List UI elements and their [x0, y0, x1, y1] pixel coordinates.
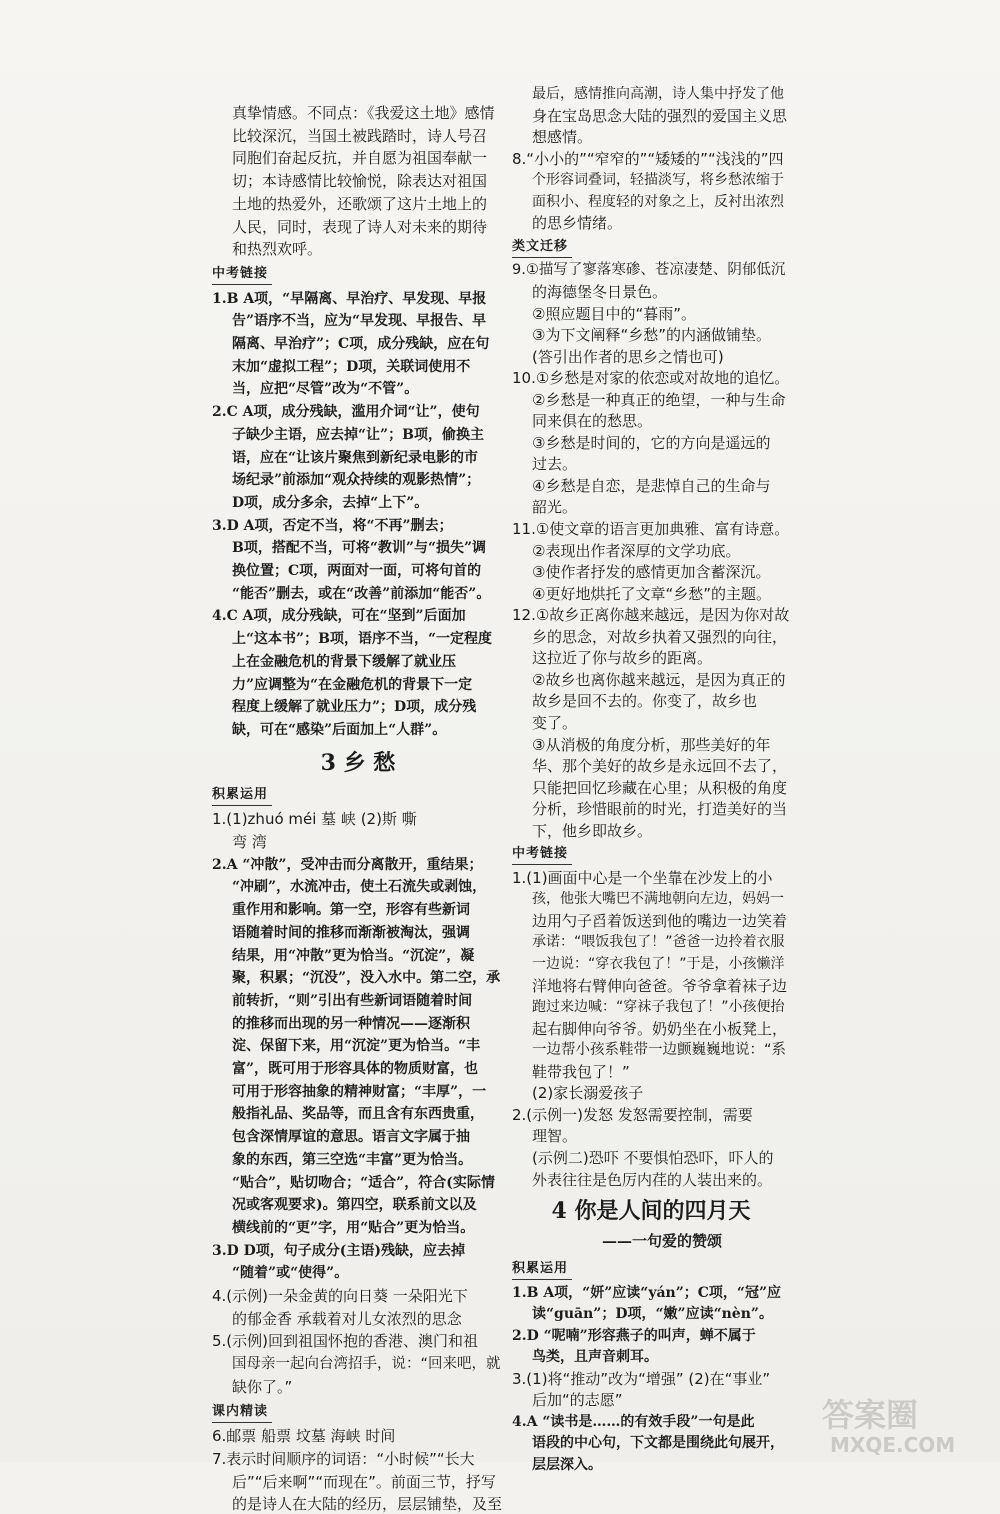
answer-line: 的是诗人在大陆的经历，层层铺垫，及至	[232, 1495, 503, 1514]
answer-line: 面积小、程度轻的对象之上，反衬出浓烈	[532, 193, 784, 210]
answer-line: 的思乡情绪。	[532, 214, 623, 233]
answer-line: 4.C A项，成分残缺，可在“坚到”后面加	[212, 608, 466, 625]
answer-line: 和热烈欢呼。	[232, 240, 323, 259]
answer-line: 结果，用“冲散”更为恰当。“沉淀”，凝	[232, 947, 475, 964]
answer-line: 重作用和影响。第一空，形容有些新词	[232, 902, 470, 919]
answer-line: 语随着时间的推移而渐渐被淘汰，强调	[232, 924, 470, 941]
answer-line: 的海德堡冬日景色。	[532, 282, 668, 301]
answer-line: 起右脚伸向爷爷。奶奶坐在小板凳上，	[532, 1019, 788, 1038]
answer-line: 横线前的“更”字，用“贴合”更为恰当。	[232, 1219, 475, 1236]
answer-line: 缺你了。”	[232, 1377, 293, 1396]
answer-line: 聚，积累；“沉没”，没入水中。第二空，承	[232, 970, 501, 987]
answer-line: 4.(示例)一朵金黄的向日葵 一朵阳光下	[212, 1287, 468, 1305]
answer-line: 1.B A项，“早隔离、早治疗、早发现、早报	[212, 290, 487, 307]
answer-line: ③从消极的角度分析，那些美好的年	[532, 735, 771, 754]
answer-line: 语段的中心句，下文都是围绕此句展开，	[532, 1435, 784, 1452]
answer-line: 换位置；C项，两面对一面，可将句首的	[232, 563, 482, 579]
answer-line: 鞋带我包了！”	[532, 1062, 630, 1081]
answer-line: 后加“的志愿”	[532, 1391, 623, 1410]
answer-line: 切；本诗感情比较愉悦，除表达对祖国	[232, 172, 488, 191]
answer-line: 最后，感情推向高潮，诗人集中抒发了他	[532, 86, 784, 102]
answer-line: 3.D A项，否定不当，将“不再”删去；	[212, 517, 453, 534]
answer-line: 理智。	[532, 1127, 578, 1146]
answer-line: ②乡愁是一种真正的绝望，一种与生命	[532, 390, 786, 409]
answer-line: 的郁金香 承载着对儿女浓烈的思念	[232, 1309, 462, 1328]
answer-line: 韶光。	[532, 498, 578, 517]
answer-line: ③为下文阐释“乡愁”的内涵做铺垫。	[532, 326, 771, 345]
answer-line: 孩，他张大嘴巴不满地朝向左边，妈妈一	[532, 891, 784, 908]
answer-line: 只能把回忆珍藏在心里；从积极的角度	[532, 778, 788, 797]
answer-line: ②故乡也离你越来越远，是因为真正的	[532, 670, 786, 689]
answer-line: 个形容词叠词，轻描淡写，将乡愁浓缩于	[532, 172, 784, 189]
lesson-title: 3 乡 愁	[320, 749, 396, 776]
answer-line: D项，成分多余，去掉“上下”。	[232, 494, 429, 511]
answer-line: ③使作者抒发的感情更加含蓄深沉。	[532, 563, 771, 582]
answer-line: 比较深沉，当国土被践踏时，诗人号召	[232, 126, 488, 145]
answer-line: 1.(1)zhuó méi 墓 峡 (2)斯 嘶	[212, 810, 417, 829]
answer-line: (示例二)恐吓 不要惧怕恐吓，吓人的	[532, 1148, 774, 1167]
answer-line: 3.(1)将“推动”改为“增强” (2)在“事业”	[512, 1369, 771, 1388]
answer-line: (2)家长溺爱孩子	[532, 1084, 644, 1103]
answer-line: 程度上缓解了就业压力”；D项，成分残	[232, 699, 477, 716]
answer-line: B项，搭配不当，可将“教训”与“损失”调	[232, 540, 487, 557]
answer-line: 身在宝岛思念大陆的强烈的爱国主义思	[532, 106, 788, 125]
answer-line: 变了。	[532, 713, 578, 732]
answer-line: 一边帮小孩系鞋带一边颤巍巍地说：“系	[532, 1042, 787, 1059]
answer-line: 洋地将右臂伸向爸爸。爷爷拿着袜子边	[532, 976, 788, 995]
answer-line: 3.D D项，句子成分(主语)残缺，应去掉	[212, 1242, 466, 1259]
answer-line: 缺，可在“感染”后面加上“人群”。	[232, 721, 447, 738]
answer-line: 淀、保留下来，用“沉淀”更为恰当。“丰	[232, 1038, 481, 1055]
answer-line: ②表现出作者深厚的文学功底。	[532, 541, 741, 560]
answer-line: 富”，既可用于形容具体的物质财富，也	[232, 1061, 479, 1077]
answer-line: 7.表示时间顺序的词语：“小时候”“长大	[212, 1449, 475, 1468]
answer-line: “能否”删去，或在“改善”前添加“能否”。	[232, 585, 491, 602]
answer-line: “冲刷”，水流冲击，使土石流失或剥蚀，	[232, 879, 487, 896]
answer-line: 国母亲一起向台湾招手，说：“回来吧，就	[232, 1356, 501, 1373]
answer-line: (答引出作者的思乡之情也可)	[532, 347, 724, 366]
answer-line: 前转折，“则”引出有些新词语随着时间	[232, 992, 473, 1009]
answer-line: 力”应调整为“在金融危机的背景下一定	[232, 676, 473, 693]
answer-line: 一边说：“穿衣我包了！”于是，小孩懒洋	[532, 956, 785, 972]
answer-line: 1.B A项，“妍”应读“yán”；C项，“冠”应	[512, 1284, 782, 1301]
answer-line: 读“guān”；D项，“嫩”应读“nèn”。	[532, 1306, 773, 1323]
answer-line: 真挚情感。不同点：《我爱这土地》感情	[232, 104, 495, 122]
answer-line: ④更好地烘托了文章“乡愁”的主题。	[532, 584, 771, 603]
section-label: 中考链接	[212, 264, 272, 285]
answer-line: 同胞们奋起反抗，并自愿为祖国奉献一	[232, 149, 488, 168]
answer-line: 末加“虚拟工程”；D项，关联词使用不	[232, 358, 471, 375]
answer-line: 子缺少主语，应去掉“让”；B项，偷换主	[232, 426, 484, 443]
answer-line: 分析，珍惜眼前的时光，打造美好的当	[532, 800, 788, 819]
answer-line: 下，他乡即故乡。	[532, 821, 653, 840]
lesson-subtitle: ——一句爱的赞颂	[602, 1232, 723, 1251]
answer-line: 过去。	[532, 455, 578, 474]
answer-line: 后”“后来啊”“而现在”。前面三节，抒写	[232, 1472, 496, 1491]
answer-line: 层层深入。	[532, 1457, 602, 1473]
answer-line: ②照应题目中的“暮雨”。	[532, 304, 696, 323]
section-label: 类文迁移	[512, 237, 572, 258]
answer-line: 10.①乡愁是对家的依恋或对故地的追忆。	[512, 369, 790, 388]
answer-line: 人民，同时，表现了诗人对未来的期待	[232, 217, 488, 236]
answer-line: 鸟类，且声音刺耳。	[532, 1349, 658, 1366]
answer-line: 外表往往是色厉内荏的人装出来的。	[532, 1170, 773, 1189]
answer-line: 6.邮票 船票 坟墓 海峡 时间	[212, 1427, 396, 1446]
answer-line: 9.①描写了寥落寒碜、苍凉凄楚、阴郁低沉	[512, 262, 786, 279]
answer-line: 5.(示例)回到祖国怀抱的香港、澳门和祖	[212, 1332, 479, 1351]
watermark-logo	[812, 1392, 992, 1458]
answer-line: 故乡是回不去的。你变了，故乡也	[532, 692, 758, 711]
section-label: 积累运用	[512, 1259, 572, 1280]
answer-line: 当，应把“尽管”改为“不管”。	[232, 381, 419, 398]
answer-line: 同来俱在的愁思。	[532, 412, 653, 431]
answer-line: 想感情。	[532, 128, 593, 147]
answer-line: 可用于形容抽象的精神财富；“丰厚”，一	[232, 1083, 487, 1100]
answer-line: 承诺：“喂饭我包了！”爸爸一边拎着衣服	[532, 934, 785, 951]
answer-line: 11.①使文章的语言更加典雅、富有诗意。	[512, 520, 790, 538]
section-label: 课内精读	[212, 1402, 272, 1423]
answer-line: 上在金融危机的背景下缓解了就业压	[232, 653, 456, 670]
answer-line: 隔离、早治疗”；C项，成分残缺，应在句	[232, 336, 490, 352]
answer-line: 象的东西，第三空选“丰富”更为恰当。	[232, 1151, 473, 1168]
answer-line: 1.(1)画面中心是一个坐靠在沙发上的小	[512, 868, 773, 887]
answer-line: 2.D “呢喃”形容燕子的叫声，蝉不属于	[512, 1327, 756, 1344]
answer-line: 8.“小小的”“窄窄的”“矮矮的”“浅浅的”四	[512, 149, 784, 168]
answer-line: “随着”或“使得”。	[232, 1265, 349, 1282]
answer-line: “贴合”，贴切吻合；“适合”，符合(实际情	[232, 1174, 495, 1191]
answer-line: 包含深情厚谊的意思。语言文字属于抽	[232, 1129, 470, 1146]
answer-line: 4.A “读书是……的有效手段”一句是此	[512, 1413, 755, 1430]
watermark-main-text: 答案圈	[822, 1396, 919, 1434]
watermark-sub-text: MXQE.COM	[830, 1433, 956, 1457]
lesson-title: 4 你是人间的四月天	[551, 1198, 751, 1225]
answer-line: 跑过来边喊：“穿袜子我包了！”小孩便抬	[532, 999, 785, 1016]
answer-line: 2.C A项，成分残缺，滥用介词“让”，使句	[212, 404, 480, 421]
answer-line: 2.(示例一)发怒 发怒需要控制，需要	[512, 1105, 753, 1124]
answer-line: 这拉近了你与故乡的距离。	[532, 649, 713, 668]
answer-line: ④乡愁是自恋，是悲悼自己的生命与	[532, 476, 771, 495]
answer-line: 场纪录”前添加“观众持续的观影热情”；	[232, 472, 481, 489]
answer-line: 土地的热爱外，还歌颂了这片土地上的	[232, 194, 488, 213]
answer-line: 2.A “冲散”，受冲击而分离散开，重结果；	[212, 856, 483, 873]
answer-line: 告”语序不当，应为“早发现、早报告、早	[232, 313, 487, 330]
answer-line: 的推移而出现的另一种情况——逐渐积	[232, 1015, 470, 1032]
answer-line: 华、那个美好的故乡是永远回不去了，	[532, 757, 788, 776]
answer-line: 上“这本书”；B项，语序不当，“一定程度	[232, 631, 492, 648]
answer-line: 般指礼品、奖品等，而且含有东西贵重，	[232, 1106, 484, 1123]
answer-line: 乡的思念，对故乡执着又强烈的向往，	[532, 627, 788, 646]
answer-line: 况或客观要求)。第四空，联系前文以及	[232, 1197, 477, 1214]
section-label: 积累运用	[212, 785, 272, 806]
answer-line: 弯 湾	[232, 833, 267, 851]
answer-line: 边用勺子舀着饭送到他的嘴边一边笑着	[532, 911, 788, 930]
answer-line: 12.①故乡正离你越来越远，是因为你对故	[512, 606, 790, 625]
section-label: 中考链接	[512, 844, 572, 865]
answer-line: ③乡愁是时间的，它的方向是遥远的	[532, 433, 771, 452]
answer-line: 语，应在“让该片聚焦到新纪录电影的市	[232, 449, 479, 466]
